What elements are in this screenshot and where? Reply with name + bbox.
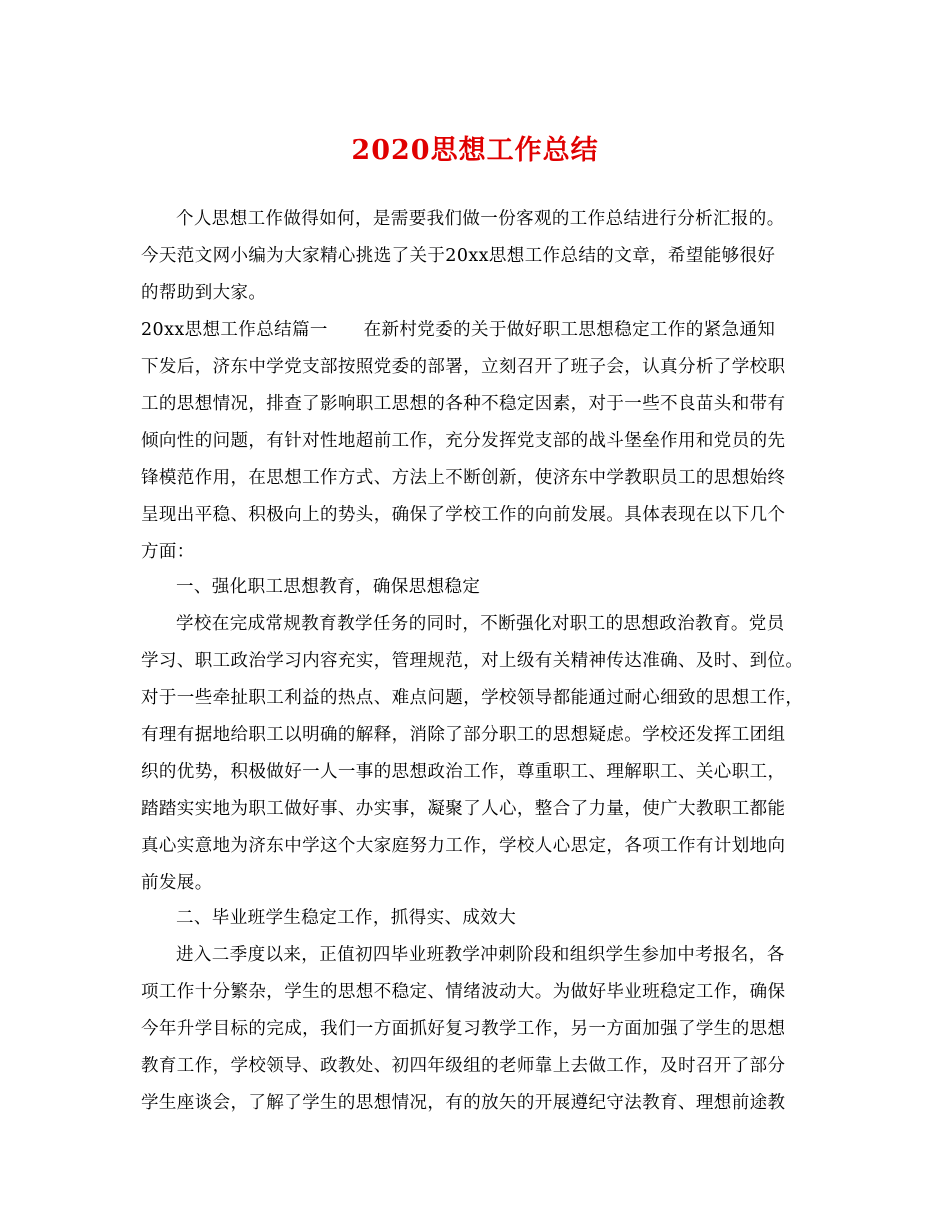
paragraph-line: 20xx思想工作总结篇一 在新村党委的关于做好职工思想稳定工作的紧急通知 bbox=[141, 320, 776, 340]
paragraph-line: 的帮助到大家。 bbox=[141, 283, 267, 303]
paragraph-line: 学习、职工政治学习内容充实，管理规范，对上级有关精神传达准确、及时、到位。 bbox=[141, 651, 804, 671]
paragraph-line: 进入二季度以来，正值初四毕业班教学冲刺阶段和组织学生参加中考报名，各 bbox=[176, 945, 785, 965]
paragraph-line: 教育工作，学校领导、政教处、初四年级组的老师靠上去做工作，及时召开了部分 bbox=[141, 1056, 786, 1076]
paragraph-line: 踏踏实实地为职工做好事、办实事，凝聚了人心，整合了力量，使广大教职工都能 bbox=[141, 799, 786, 819]
paragraph-line: 学生座谈会，了解了学生的思想情况，有的放矢的开展遵纪守法教育、理想前途教 bbox=[141, 1093, 786, 1113]
paragraph-line: 工的思想情况，排查了影响职工思想的各种不稳定因素，对于一些不良苗头和带有 bbox=[141, 394, 786, 414]
paragraph-line: 学校在完成常规教育教学任务的同时，不断强化对职工的思想政治教育。党员 bbox=[176, 614, 785, 634]
document-title: 2020思想工作总结 bbox=[351, 135, 599, 166]
paragraph-line: 织的优势，积极做好一人一事的思想政治工作，尊重职工、理解职工、关心职工， bbox=[141, 762, 786, 782]
paragraph-line: 真心实意地为济东中学这个大家庭努力工作，学校人心思定，各项工作有计划地向 bbox=[141, 836, 786, 856]
paragraph-line: 倾向性的问题，有针对性地超前工作，充分发挥党支部的战斗堡垒作用和党员的先 bbox=[141, 431, 786, 451]
paragraph-line: 今年升学目标的完成，我们一方面抓好复习教学工作，另一方面加强了学生的思想 bbox=[141, 1019, 786, 1039]
paragraph-line: 前发展。 bbox=[141, 873, 213, 893]
paragraph-line: 锋模范作用，在思想工作方式、方法上不断创新，使济东中学教职员工的思想始终 bbox=[141, 468, 786, 488]
paragraph-line: 个人思想工作做得如何，是需要我们做一份客观的工作总结进行分析汇报的。 bbox=[176, 209, 785, 229]
paragraph-line: 项工作十分繁杂，学生的思想不稳定、情绪波动大。为做好毕业班稳定工作，确保 bbox=[141, 982, 786, 1002]
paragraph-line: 呈现出平稳、积极向上的势头，确保了学校工作的向前发展。具体表现在以下几个 bbox=[141, 505, 786, 525]
section-heading: 一、强化职工思想教育，确保思想稳定 bbox=[176, 577, 481, 597]
paragraph-line: 有理有据地给职工以明确的解释，消除了部分职工的思想疑虑。学校还发挥工团组 bbox=[141, 725, 786, 745]
paragraph-line: 今天范文网小编为大家精心挑选了关于20xx思想工作总结的文章，希望能够很好 bbox=[141, 246, 776, 266]
paragraph-line: 方面： bbox=[141, 542, 195, 562]
paragraph-line: 对于一些牵扯职工利益的热点、难点问题，学校领导都能通过耐心细致的思想工作， bbox=[141, 688, 804, 708]
paragraph-line: 下发后，济东中学党支部按照党委的部署，立刻召开了班子会，认真分析了学校职 bbox=[141, 357, 786, 377]
section-heading: 二、毕业班学生稳定工作，抓得实、成效大 bbox=[176, 908, 517, 928]
